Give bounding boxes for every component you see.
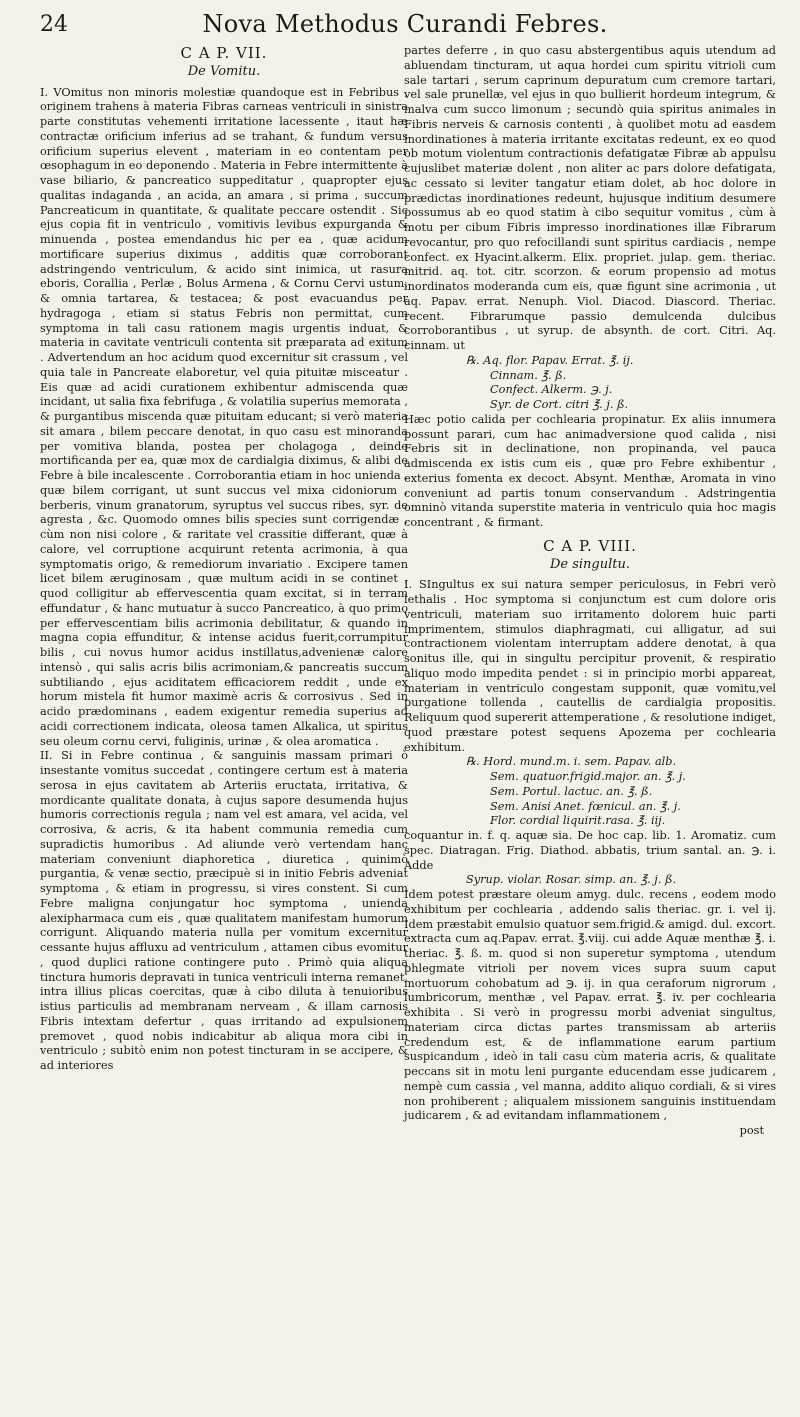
left-column: [40, 44, 408, 1074]
prescription-line: Sem. Anisi Anet. fœnicul. an. ℥. j.: [490, 799, 681, 813]
chapter-heading: C A P. VIII.: [543, 536, 637, 555]
chapter-heading: C A P. VII.: [180, 44, 268, 62]
catchword: post: [739, 1124, 764, 1137]
prescription-line: Sem. quatuor.frigid.major. an. ℥. j.: [490, 770, 686, 783]
paragraph: Idem potest præstare oleum amyg. dulc. recens , eodem modo exhibitum per cochlearia , addendo salis theriac. gr. i. vel ij. Idem præstabit emulsio quatuor sem.frigid.& amigd. dul. excort. extracta cum aq.Papav. errat. ℥.viij. cui adde Aquæ menthæ ℥. i. theriac. ℥. ß. m. quod si non superetur symptoma , utendum phlegmate vitrioli per novem vices supra suum caput mortuorum cohobatum ad ℈. ij. in qua ceraforum nigrorum , lumbricorum, menthæ , vel Papav. errat. ℥. iv. per cochlearia exhibita . Si verò in progressu morbi adveniat singultus, materiam circa dictas partes transmissam ab arteriis credendum est, & de inflammatione earum partium suspicandum , ideò in tali casu cùm materia acris, & qualitate peccans sit in motu leni purgante educendam esse judicarem , nempè cum cassia , vel manna, addito aliquo cordiali, & si vires non prohiberent ; aliqualem missionem sanguinis instituendam judicarem , & ad evitandam inflammationem ,: [404, 888, 776, 1123]
prescription-line: Sem. Portul. lactuc. an. ℥. ß.: [490, 784, 653, 798]
prescription-block: [404, 354, 776, 413]
paragraph: coquantur in. f. q. aquæ sia. De hoc cap. lib. 1. Aromatiz. cum spec. Diatragan. Frig. Diathod. abbatis, trium santal. an. ℈. i. Adde: [404, 829, 776, 872]
page-header: [40, 8, 770, 42]
prescription-line: Syr. de Cort. citri ℥. j. ß.: [490, 398, 629, 411]
chapter-subtitle: De Vomitu.: [187, 63, 261, 79]
paragraph: I. VOmitus non minoris molestiæ quandoque est in Febribus , originem trahens à materia Fibras carneas ventriculi in sinistra parte constitutas vehementi irritatione lacessente , itaut hæ contractæ orificium inferius ad se trahant, & fundum versus orificium superius elevent , materiam in eo contentam per œsophagum in eo deponendo . Materia in Febre intermittente à vase biliario, & pancreatico suppeditatur , quapropter ejus qualitas indaganda , an acida, an amara , si prima , succum Pancreaticum in quantitate, & qualitate peccare ostendit . Sic ejus copia fit in ventriculo , vomitivis levibus expurganda & minuenda , postea emendandus hic per ea , quæ acidum mortificare superius diximus , additis quæ corroborant adstringendo ventriculum, & acido sint inimica, ut rasura eboris, Corallia , Perlæ , Bolus Armena , & Cornu Cervi ustum, & omnia tartarea, & testacea; & post evacuandus per hydragoga , etiam si status Febris non permittat, cum symptoma in tali casu rationem magis urgentis induat, & materia in cavitate ventriculi contenta sit præparata ad exitum . Advertendum an hoc acidum quod excernitur sit crassum , vel quia tale in Pancreate elaboretur, vel quia pituitæ misceatur . Eis quæ ad acidi curationem exhibentur admiscenda quæ incidant, ut salia fixa febrifuga , & volatilia superius memorata , & purgantibus miscenda quæ pituitam educant; si verò materia sit amara , bilem peccare denotat, in quo casu est minoranda per vomitiva blanda, postea per cholagoga , deinde mortificanda per ea, quæ mox de cardialgia diximus, & alibi de Febre à bile incalescente . Corroborantia etiam in hoc unienda , quæ bilem corrigant, ut sunt succus vel mixa cidoniorum , berberis, vinum granatorum, syruptus vel succus ribes, syr. de agresta , &c. Quomodo omnes bilis species sunt corrigendæ , cùm non nisi colore , & raritate vel crassitie differant, quæ à calore, vel corruptione acquirunt retenta acrimonia, à qua symptomatis origo, & remediorum invariatio . Excipere tamen licet bilem æruginosam , quæ multum acidi in se continet , quod colligitur ab effervescentia quam excitat, si in terram effundatur , & hanc mutuatur à succo Pancreatico, à quo primo per effervescentiam bilis acrimonia debilitatur, & quando in magna copia effunditur, & intense acidus fuerit,corrumpitur bilis , cui novus humor acidus instillatus,advenienæ calore intensò , qui salis acris bilis acrimoniam,& pancreatis succum subtiliando , ejus aciditatem efficaciorem reddit , unde ex horum mistela fit humor maximè acris & corrosivus . Sed in acido prædominans , eadem exigentur remedia superius ad acidi correctionem indicata, oleosa tamen Alkalica, ut spiritus seu oleum cornu cervi, fuliginis, urinæ , & olea aromatica .: [40, 85, 408, 748]
prescription-line: ℞. Hord. mund.m. i. sem. Papav. alb.: [466, 755, 677, 769]
prescription-line: Confect. Alkerm. ℈. j.: [490, 383, 613, 397]
paragraph: partes deferre , in quo casu abstergentibus aquis utendum ad abluendam tincturam, ut aqua hordei cum spiritu vitrioli cum sale tartari , serum caprinum depuratum cum cremore tartari, vel sale prunellæ, vel ejus in quo bullierit hordeum integrum, & malva cum succo limonum ; secundò quia spiritus animales in Fibris nerveis & carnosis contenti , à quolibet motu ad easdem inordinationes à materia irritante excitatas redeunt, ex eo quod ob motum violentum contractionis defatigatæ Fibræ ab appulsu cujuslibet materiæ dolent , non aliter ac pars dolore defatigata, ac cessato si leviter tangatur etiam dolet, ab hoc dolore in prædictas inordinationes redeunt, hujusque inditium desumere possumus ab eo quod statim à cibo sequitur vomitus , cùm à motu per cibum Fibris impresso inordinationes illæ Fibrarum revocantur, pro quo refocillandi sunt spiritus cardiacis , nempe confect. ex Hyacint.alkerm. Elix. propriet. julap. gem. theriac. mitrid. aq. tot. citr. scorzon. & eorum propensio ad motus inordinatos moderanda cum eis, quæ figunt sine acrimonia , ut aq. Papav. errat. Nenuph. Viol. Diacod. Diascord. Theriac. recent. Fibrarumque passio demulcenda dulcibus corroborantibus , ut syrup. de absynth. de cort. Citri. Aq. cinnam. ut: [404, 44, 776, 352]
chapter-subtitle: De singultu.: [549, 556, 631, 572]
prescription-line: Cinnam. ℥. ß.: [490, 368, 567, 382]
prescription-block: [404, 755, 776, 829]
prescription-line: Flor. cordial liquirit.rasa. ℥. iij.: [490, 814, 666, 828]
page-number: 24: [40, 12, 68, 37]
prescription-line: ℞. Aq. flor. Papav. Errat. ℥. ij.: [466, 353, 634, 367]
running-title: Nova Methodus Curandi Febres.: [202, 10, 608, 38]
right-column: [404, 44, 776, 1139]
paragraph: II. Si in Febre continua , & sanguinis massam primari ò insestante vomitus succedat , contingere certum est à materia serosa in ejus cavitatem ab Arteriis eructata, irritativa, & mordicante qualitate donata, à cujus sapore desumenda hujus humoris correctionis regula ; nam vel est amara, vel acida, vel corrosiva, & acris, & ita habent communia remedia cum supradictis humoribus . Ad aliunde verò vertendam hanc materiam conveniunt diaphoretica , diuretica , quinimò purgantia, & venæ sectio, præcipuè si in initio Febris adveniat symptoma , & etiam in progressu, si vires constent. Si cum Febre maligna conjungatur hoc symptoma , unienda alexipharmaca cum eis , quæ qualitatem manifestam humorum corrigunt. Aliquando materia nulla per vomitum excernitur cessante hujus affluxu ad ventriculum , attamen cibus evomitur , quod duplici ratione contingere puto . Primò quia aliqua tinctura humoris depravati in tunica ventriculi interna remanet, intra illius plicas coercitas, quæ à cibo diluta à tenuioribus istius particulis ad membranam nerveam , & illam carnosis Fibris intextam defertur , quas irritando ad expulsionem premovet , quod nobis indicabitur ab aliqua mora cibi in ventriculo ; subitò enim non potest tincturam in se accipere, & ad interiores: [40, 749, 408, 1072]
paragraph: Hæc potio calida per cochlearia propinatur. Ex aliis innumera possunt parari, cum hac animadversione quod calida , nisi Febris sit in declinatione, non propinanda, vel pauca admiscenda ex istis cum eis , quæ pro Febre exhibentur , exterius fomenta ex decoct. Absynt. Menthæ, Aromata in vino conveniunt ad partis tonum conservandum . Adstringentia omninò vitanda superstite materia in ventriculo quia hoc magis concentrant , & firmant.: [404, 412, 776, 529]
prescription-line: Syrup. violar. Rosar. simp. an. ℥. j. ß.: [466, 873, 677, 887]
paragraph: I. SIngultus ex sui natura semper periculosus, in Febri verò lethalis . Hoc symptoma si conjunctum est cum dolore oris ventriculi, materiam suo irritamento dolorem huic parti imprimentem, stimulos diaphragmati, cui alligatur, ad sui contractionem violentam interruptam addere denotat, à qua sonitus ille, qui in singultu percipitur provenit, & respiratio aliquo modo impedita pendet : si in principio morbi appareat, materiam in ventriculo congestam supponit, quæ vomitu,vel purgatione tollenda , cautellis de cardialgia propositis. Reliquum quod supererit attemperatione , & resolutione indiget, quod præstare potest sequens Apozema per cochlearia exhibitum.: [404, 578, 776, 754]
